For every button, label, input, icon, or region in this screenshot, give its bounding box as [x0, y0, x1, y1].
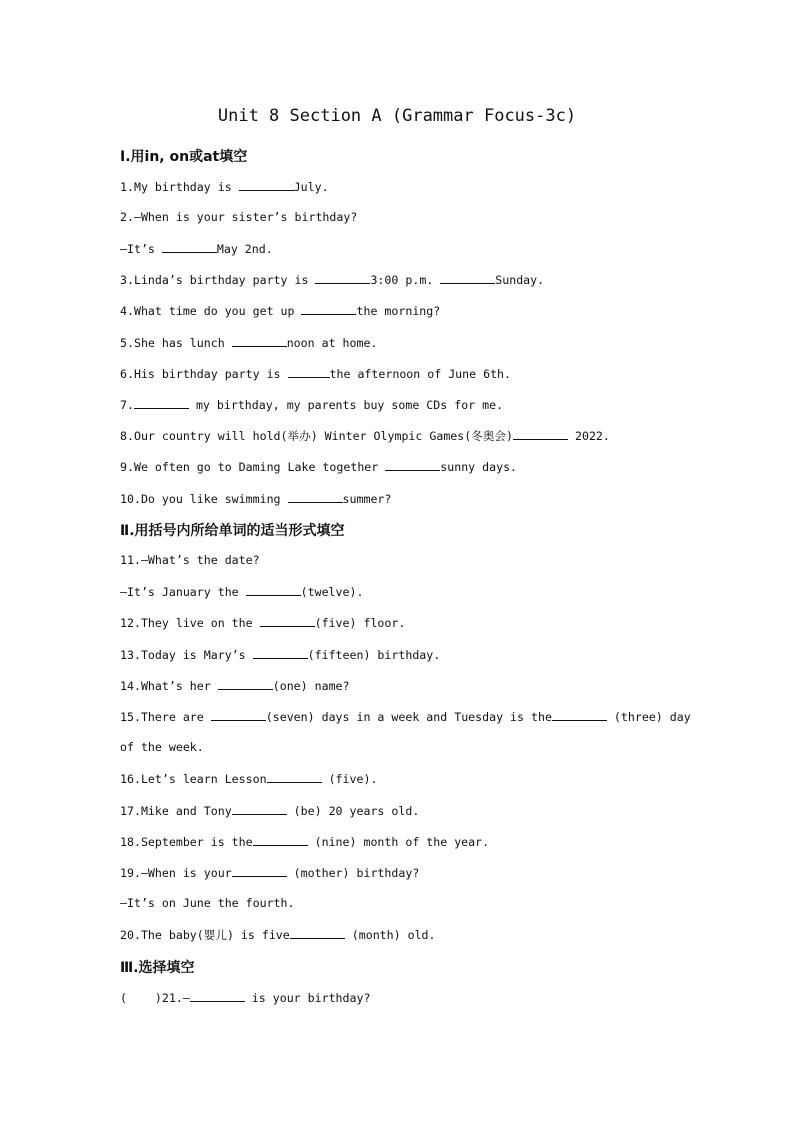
answer-blank[interactable] [440, 271, 495, 284]
answer-blank[interactable] [288, 490, 343, 503]
question-1: 1.My birthday is July. [120, 180, 329, 194]
answer-blank[interactable] [162, 240, 217, 253]
question-5: 5.She has lunch noon at home. [120, 336, 378, 350]
answer-blank[interactable] [246, 583, 301, 596]
question-19: 19.—When is your (mother) birthday? [120, 866, 420, 880]
answer-blank[interactable] [218, 677, 273, 690]
question-15: 15.There are (seven) days in a week and Tuesday is the (three) day [120, 710, 691, 724]
question-21: ( )21.— is your birthday? [120, 991, 371, 1005]
answer-blank[interactable] [315, 271, 370, 284]
question-11: 11.—What’s the date? [120, 553, 260, 567]
answer-blank[interactable] [260, 614, 315, 627]
answer-blank[interactable] [253, 646, 308, 659]
answer-blank[interactable] [267, 770, 322, 783]
answer-blank[interactable] [190, 989, 245, 1002]
question-17: 17.Mike and Tony (be) 20 years old. [120, 804, 420, 818]
section-heading-1: Ⅰ.用in, on或at填空 [120, 149, 248, 165]
answer-blank[interactable] [301, 302, 356, 315]
question-11-reply: —It’s January the (twelve). [120, 585, 364, 599]
question-2: 2.—When is your sister’s birthday? [120, 210, 358, 224]
answer-blank[interactable] [513, 427, 568, 440]
answer-blank[interactable] [232, 334, 287, 347]
question-10: 10.Do you like swimming summer? [120, 492, 392, 506]
question-18: 18.September is the (nine) month of the year. [120, 835, 490, 849]
question-12: 12.They live on the (five) floor. [120, 616, 406, 630]
question-7: 7. my birthday, my parents buy some CDs for me. [120, 398, 504, 412]
answer-blank[interactable] [232, 864, 287, 877]
answer-blank[interactable] [211, 708, 266, 721]
question-2-reply: —It’s May 2nd. [120, 242, 273, 256]
answer-blank[interactable] [290, 926, 345, 939]
question-16: 16.Let’s learn Lesson (five). [120, 772, 378, 786]
question-8: 8.Our country will hold(举办) Winter Olympic Games(冬奥会) 2022. [120, 429, 610, 443]
question-3: 3.Linda’s birthday party is 3:00 p.m. Sunday. [120, 273, 545, 287]
answer-blank[interactable] [288, 365, 330, 378]
question-20: 20.The baby(婴儿) is five (month) old. [120, 928, 436, 942]
question-19-reply: —It’s on June the fourth. [120, 896, 295, 910]
answer-blank[interactable] [232, 802, 287, 815]
question-15-cont: of the week. [120, 740, 204, 754]
answer-blank[interactable] [239, 178, 294, 191]
question-13: 13.Today is Mary’s (fifteen) birthday. [120, 648, 441, 662]
question-4: 4.What time do you get up the morning? [120, 304, 441, 318]
question-14: 14.What’s her (one) name? [120, 679, 350, 693]
section-heading-2: Ⅱ.用括号内所给单词的适当形式填空 [120, 523, 345, 539]
section-heading-3: Ⅲ.选择填空 [120, 960, 195, 976]
answer-blank[interactable] [385, 458, 440, 471]
answer-blank[interactable] [552, 708, 607, 721]
question-9: 9.We often go to Daming Lake together sunny days. [120, 460, 518, 474]
answer-blank[interactable] [134, 396, 189, 409]
question-6: 6.His birthday party is the afternoon of June 6th. [120, 367, 512, 381]
page-title: Unit 8 Section A (Grammar Focus-3c) [217, 106, 577, 126]
answer-blank[interactable] [253, 833, 308, 846]
